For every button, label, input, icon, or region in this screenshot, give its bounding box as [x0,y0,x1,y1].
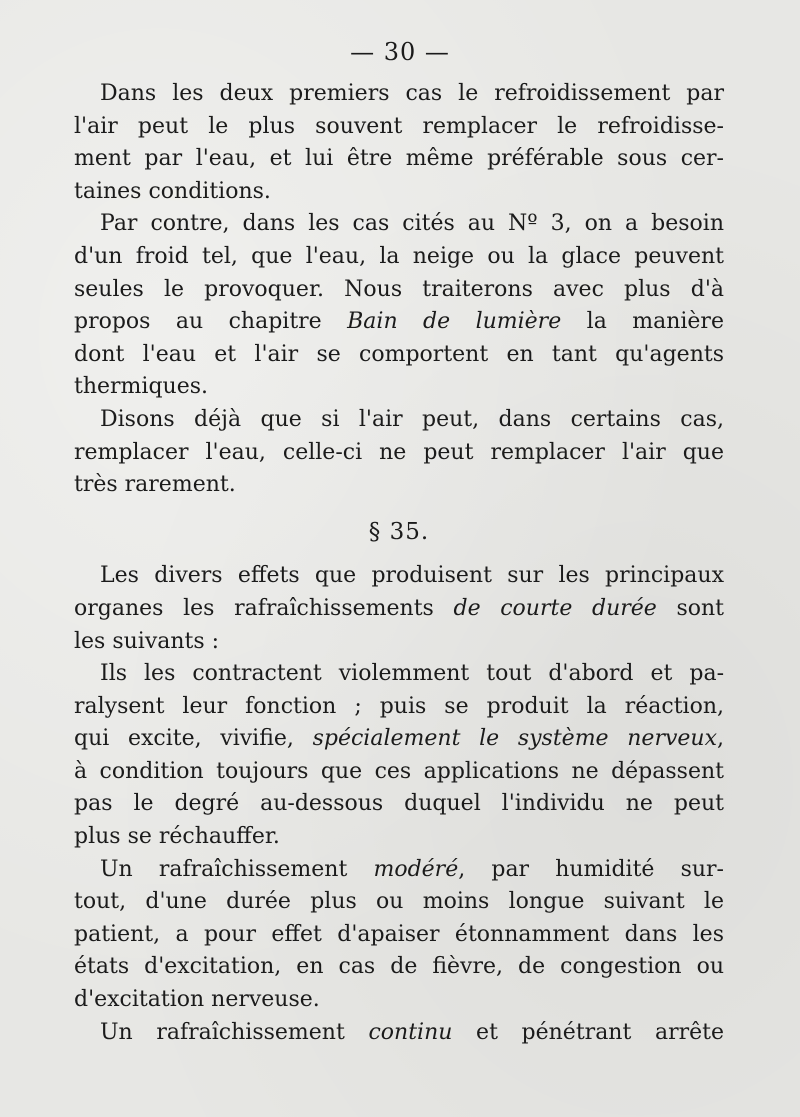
emphasis-text: continu [368,1019,453,1045]
emphasis-text: modéré [373,856,459,882]
text-line: Les divers effets que produisent sur les principaux [100,563,724,589]
emphasis-text: de courte durée [453,595,657,621]
text-line: Par contre, dans les cas cités au Nº 3, on a besoin [100,211,724,237]
text-line: ralysent leur fonction ; puis se produit la réaction, [74,693,724,719]
text-line: l'air peut le plus souvent remplacer le refroidisse- [74,113,724,139]
text-line: à condition toujours que ces applications ne dépassent [74,758,724,784]
text-line: d'un froid tel, que l'eau, la neige ou la glace peuvent [74,243,724,269]
text-line: dont l'eau et l'air se comportent en tant qu'agents [74,341,724,367]
text-line: seules le provoquer. Nous traiterons avec plus d'à [74,276,724,302]
text-line: états d'excitation, en cas de fièvre, de congestion ou [74,954,724,980]
text-line: patient, a pour effet d'apaiser étonnamment dans les [74,921,724,947]
text-line: organes les rafraîchissements de courte durée sont [74,595,725,621]
text-line: Dans les deux premiers cas le refroidissement par [100,81,724,106]
text-line: Ils les contractent violemment tout d'abord et pa- [100,661,724,687]
text-line: d'excitation nerveuse. [74,987,320,1013]
text-line: qui excite, vivifie, spécialement le système nerveux, [74,726,724,752]
text-line: Disons déjà que si l'air peut, dans certains cas, [100,406,724,432]
text-line: Un rafraîchissement modéré, par humidité sur- [100,856,724,882]
text-line: propos au chapitre Bain de lumière la manière [74,309,724,335]
text-line: Un rafraîchissement continu et pénétrant arrête [100,1019,724,1045]
text-line: plus se réchauffer. [74,824,280,850]
text-line: les suivants : [74,628,220,654]
emphasis-text: Bain de lumière [347,309,562,335]
text-line: pas le degré au-dessous duquel l'individu ne peut [74,791,724,817]
text-line: taines conditions. [74,178,271,204]
text-line: remplacer l'eau, celle-ci ne peut remplacer l'air que [74,439,724,465]
text-line: thermiques. [74,374,208,400]
section-heading: § 35. [368,518,430,545]
text-line: tout, d'une durée plus ou moins longue suivant le [74,889,724,915]
text-line: très rarement. [74,472,236,498]
text-line: ment par l'eau, et lui être même préférable sous cer- [74,146,724,172]
emphasis-text: spécialement le système nerveux [312,726,717,752]
body-text [74,78,724,1049]
page-number: — 30 — [350,38,450,66]
